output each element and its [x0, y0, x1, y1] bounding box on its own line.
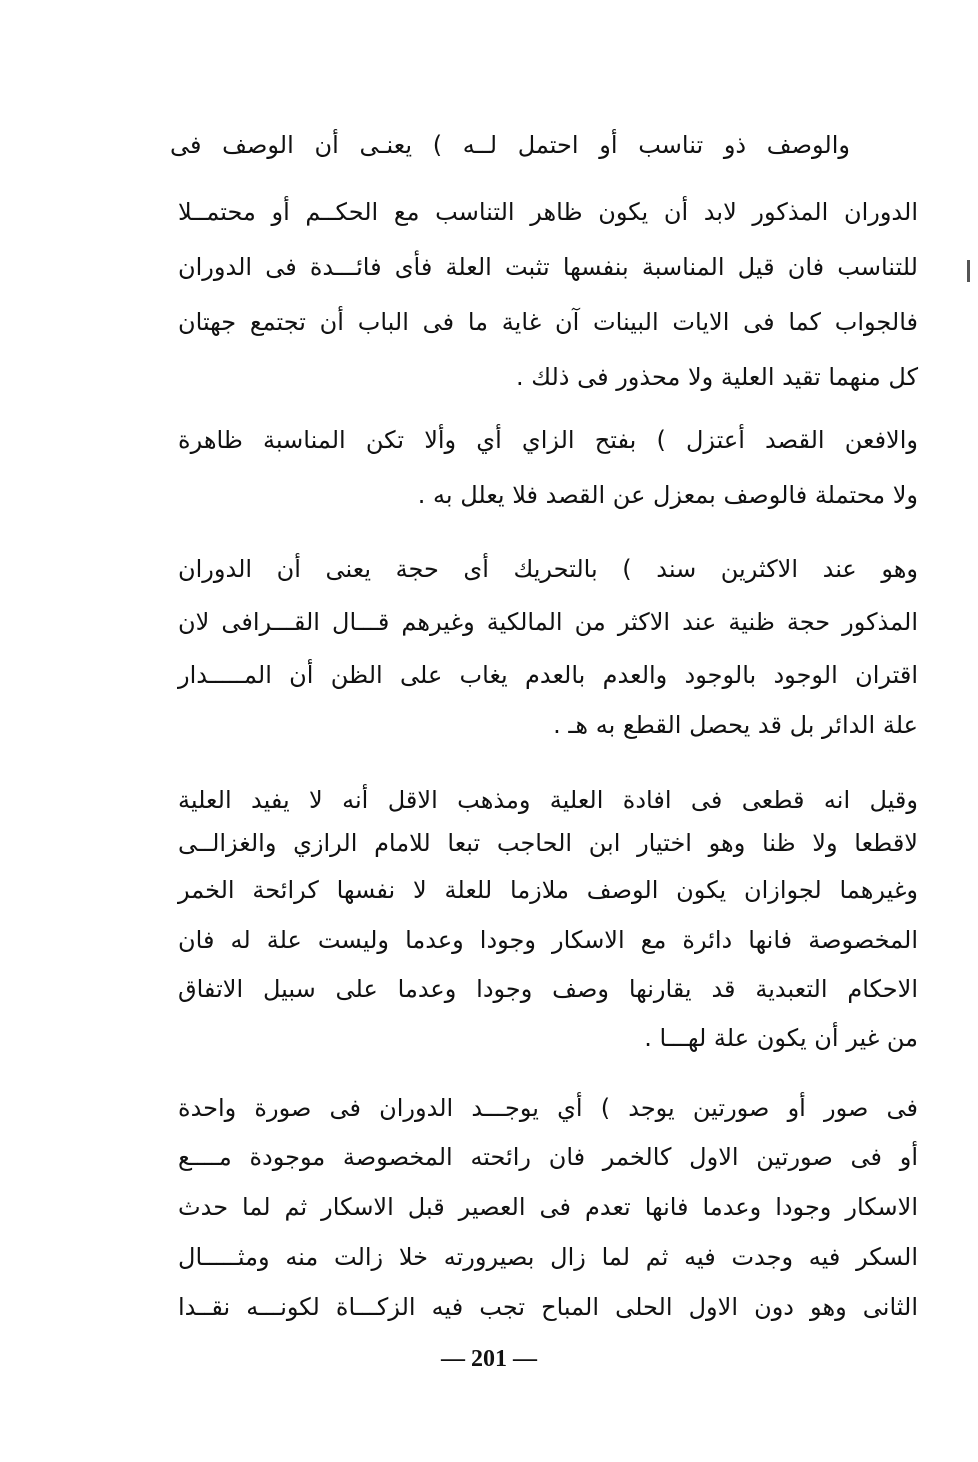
text-line: والوصف ذو تناسب أو احتمل لــه ) يعنـى أن الوصف فى: [170, 131, 850, 159]
text-line: المذكور حجة ظنية عند الاكثر من المالكية وغيرهم قـــال القـــرافى لان: [178, 608, 918, 636]
text-line: كل منهما تقيد العلية ولا محذور فى ذلك .: [516, 363, 918, 391]
text-line: علة الدائر بل قد يحصل القطع به هـ .: [553, 711, 918, 739]
text-line: فالجواب كما فى الايات البينات آن غاية ما فى الباب أن تجتمع جهتان: [178, 308, 918, 336]
text-line: من غير أن يكون علة لهـــا .: [644, 1024, 918, 1052]
text-line: ولا محتملة فالوصف بمعزل عن القصد فلا يعلل به .: [417, 481, 918, 509]
text-line: اقتران الوجود بالوجود والعدم بالعدم يغاب على الظن أن المـــــدار: [178, 661, 918, 689]
text-line: الدوران المذكور لابد أن يكون ظاهر التناسب مع الحكــم أو محتمــلا: [178, 198, 918, 226]
text-line: وغيرهما لجوازان يكون الوصف ملازما للعلة لا نفسها كرائحة الخمر: [178, 876, 918, 904]
text-line: الاسكار وجودا وعدما فانها تعدم فى العصير قبل الاسكار ثم لما حدث: [178, 1193, 918, 1221]
page-number: — 201 —: [441, 1346, 537, 1372]
text-line: المخصوصة فانها دائرة مع الاسكار وجودا وعدما وليست علة له فان: [178, 926, 918, 954]
text-line: وهو عند الاكثرين سند ) بالتحريك أى حجة يعنى أن الدوران: [178, 555, 918, 583]
text-line: أو فى صورتين الاول كالخمر فان رائحته المخصوصة موجودة مــــع: [178, 1143, 918, 1171]
text-line: فى صور أو صورتين يوجد ) أي يوجـــد الدوران فى صورة واحدة: [178, 1094, 918, 1122]
text-line: للتناسب فان قيل المناسبة بنفسها تثبت العلة فأى فائـــدة فى الدوران: [178, 253, 918, 281]
text-line: الثانى وهو دون الاول الحلى المباح تجب فيه الزكـــاة لكونـــه نقــدا: [178, 1293, 918, 1321]
scan-edge-mark: [967, 260, 970, 282]
text-line: لاقطعا ولا ظنا وهو اختيار ابن الحاجب تبعا للامام الرازي والغزالــى: [178, 829, 918, 857]
text-line: الاحكام التعبدية قد يقارنها وصف وجودا وعدما على سبيل الاتفاق: [178, 975, 918, 1003]
text-line: السكر فيه وجدت فيه ثم لما زال بصيرورته خلا زالت منه ومثـــــال: [178, 1243, 918, 1271]
text-line: وقيل انه قطعى فى افادة العلية ومذهب الاقل أنه لا يفيد العلية: [178, 786, 918, 814]
text-line: والافعن القصد أعتزل ) بفتح الزاي أي وألا تكن المناسبة ظاهرة: [178, 426, 918, 454]
